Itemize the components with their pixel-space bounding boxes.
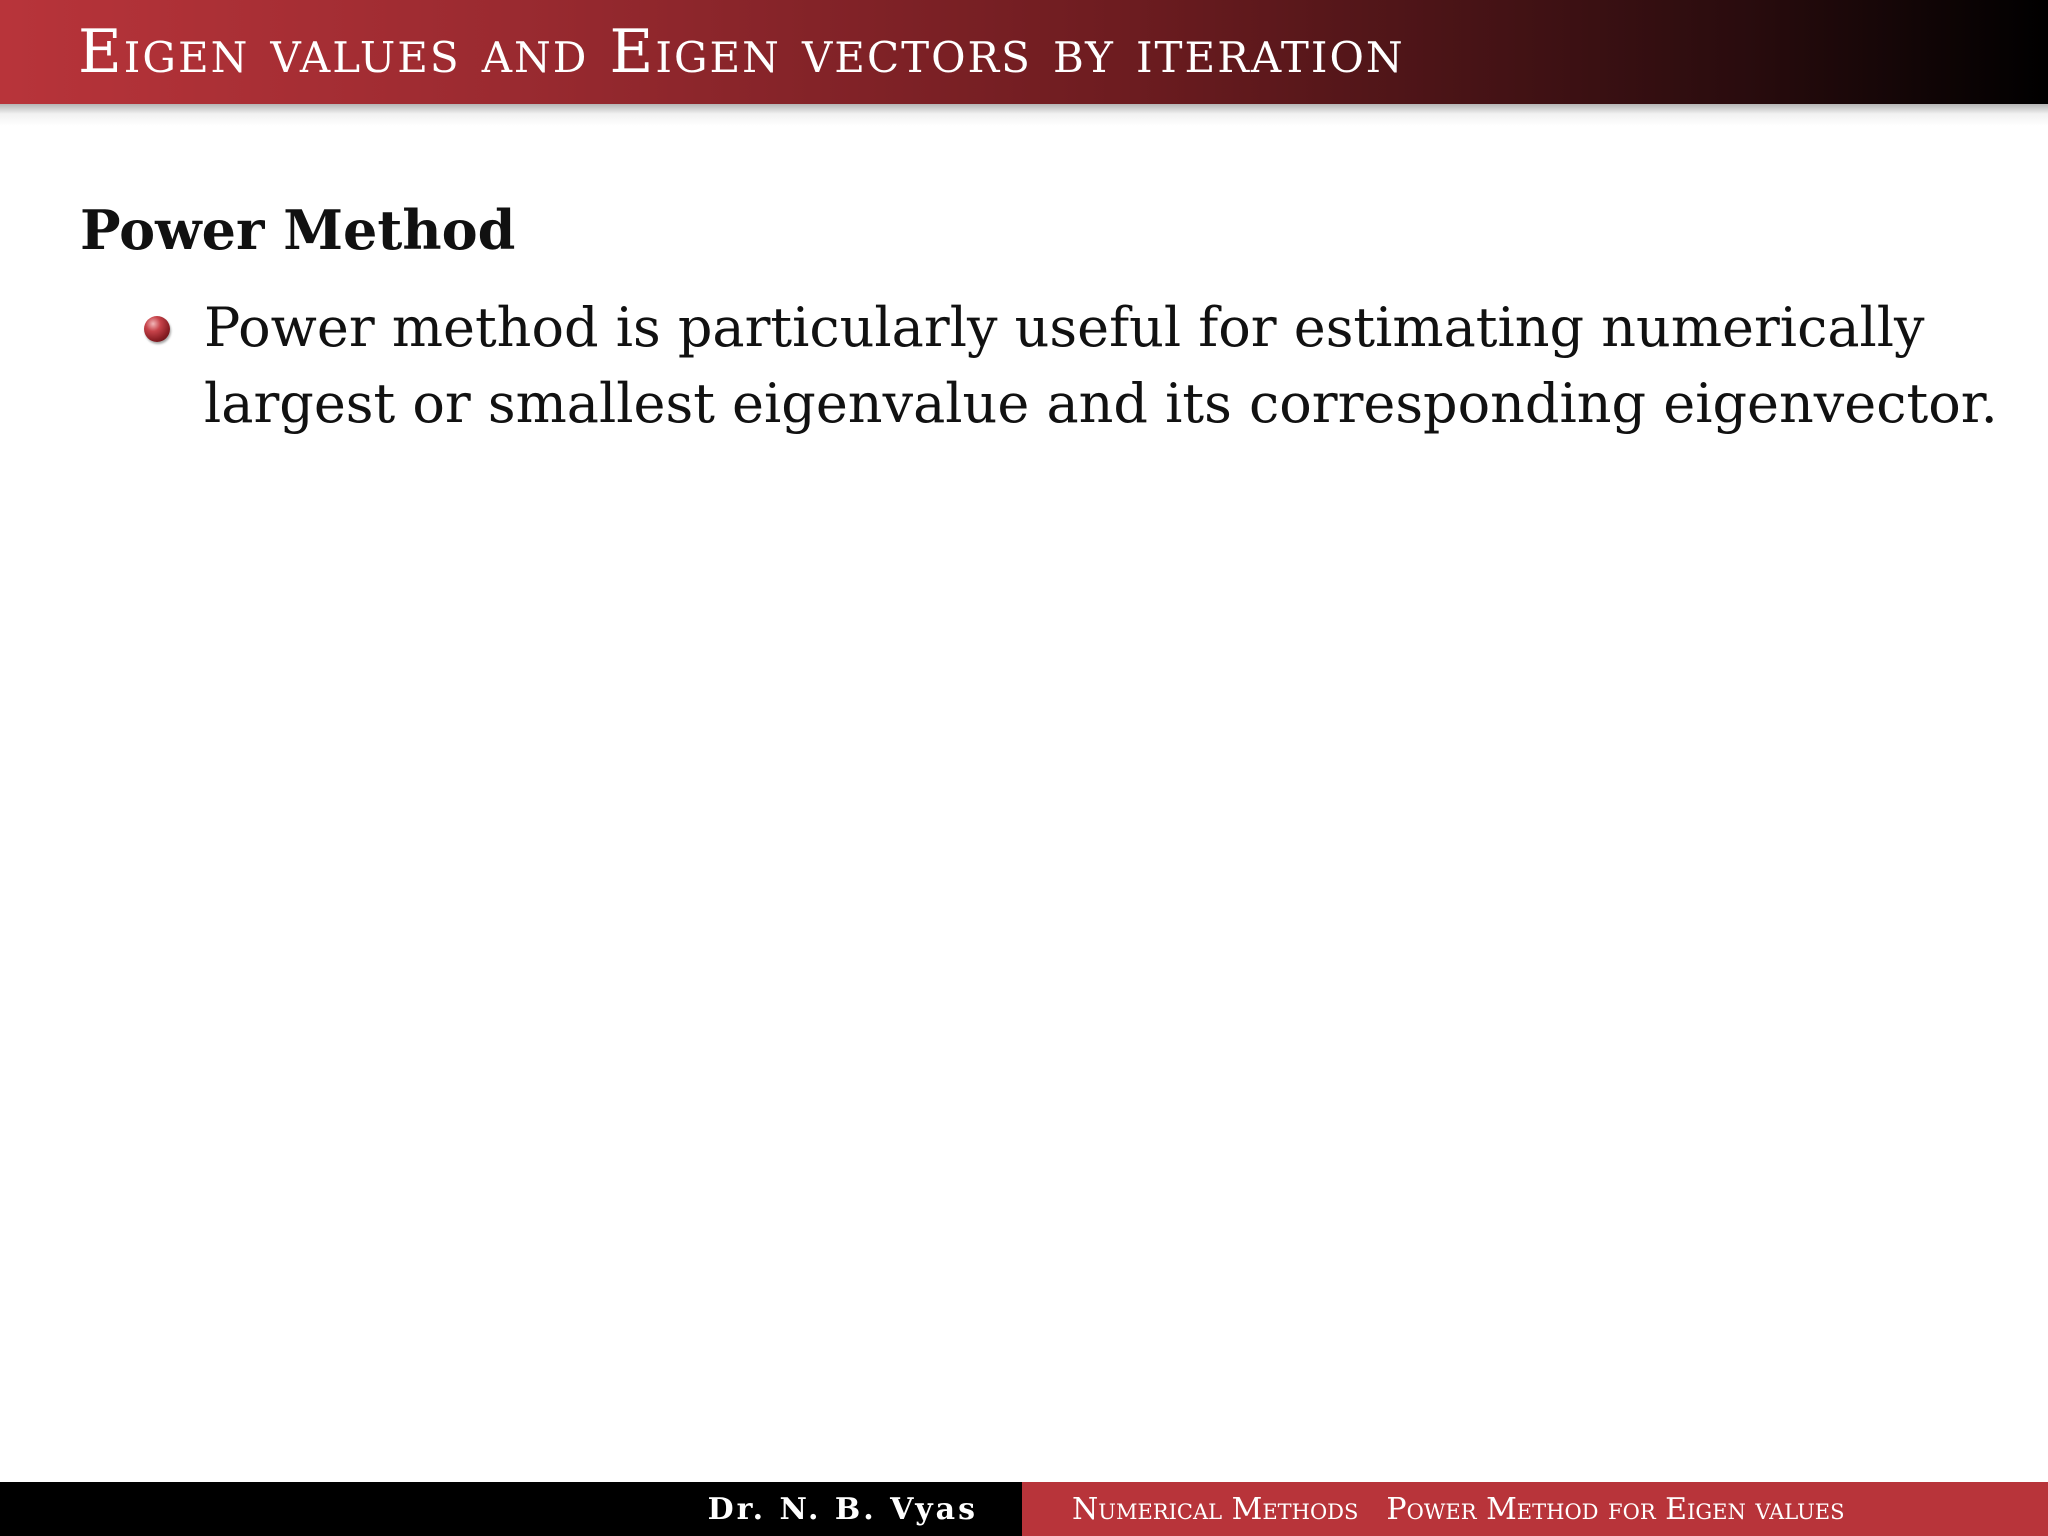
section-heading: Power Method (80, 198, 516, 262)
ball-bullet-icon (144, 316, 170, 342)
footer-course: Numerical Methods (1072, 1491, 1359, 1527)
footer (0, 1482, 2048, 1536)
bullet-list (140, 290, 2000, 442)
bullet-item (140, 290, 2000, 442)
title-bar-shadow (0, 104, 2048, 126)
title-bar (0, 0, 2048, 104)
footer-author: Dr. N. B. Vyas (707, 1491, 978, 1527)
footer-topic: Power Method for Eigen values (1386, 1491, 1845, 1527)
footer-author-panel (0, 1482, 1022, 1536)
slide-title: Eigen values and Eigen vectors by iteration (78, 17, 1405, 87)
footer-course-panel (1022, 1482, 2048, 1536)
bullet-text: Power method is particularly useful for estimating numerically largest or smallest eigenvalue and its corresponding eigenvector. (204, 296, 1998, 435)
